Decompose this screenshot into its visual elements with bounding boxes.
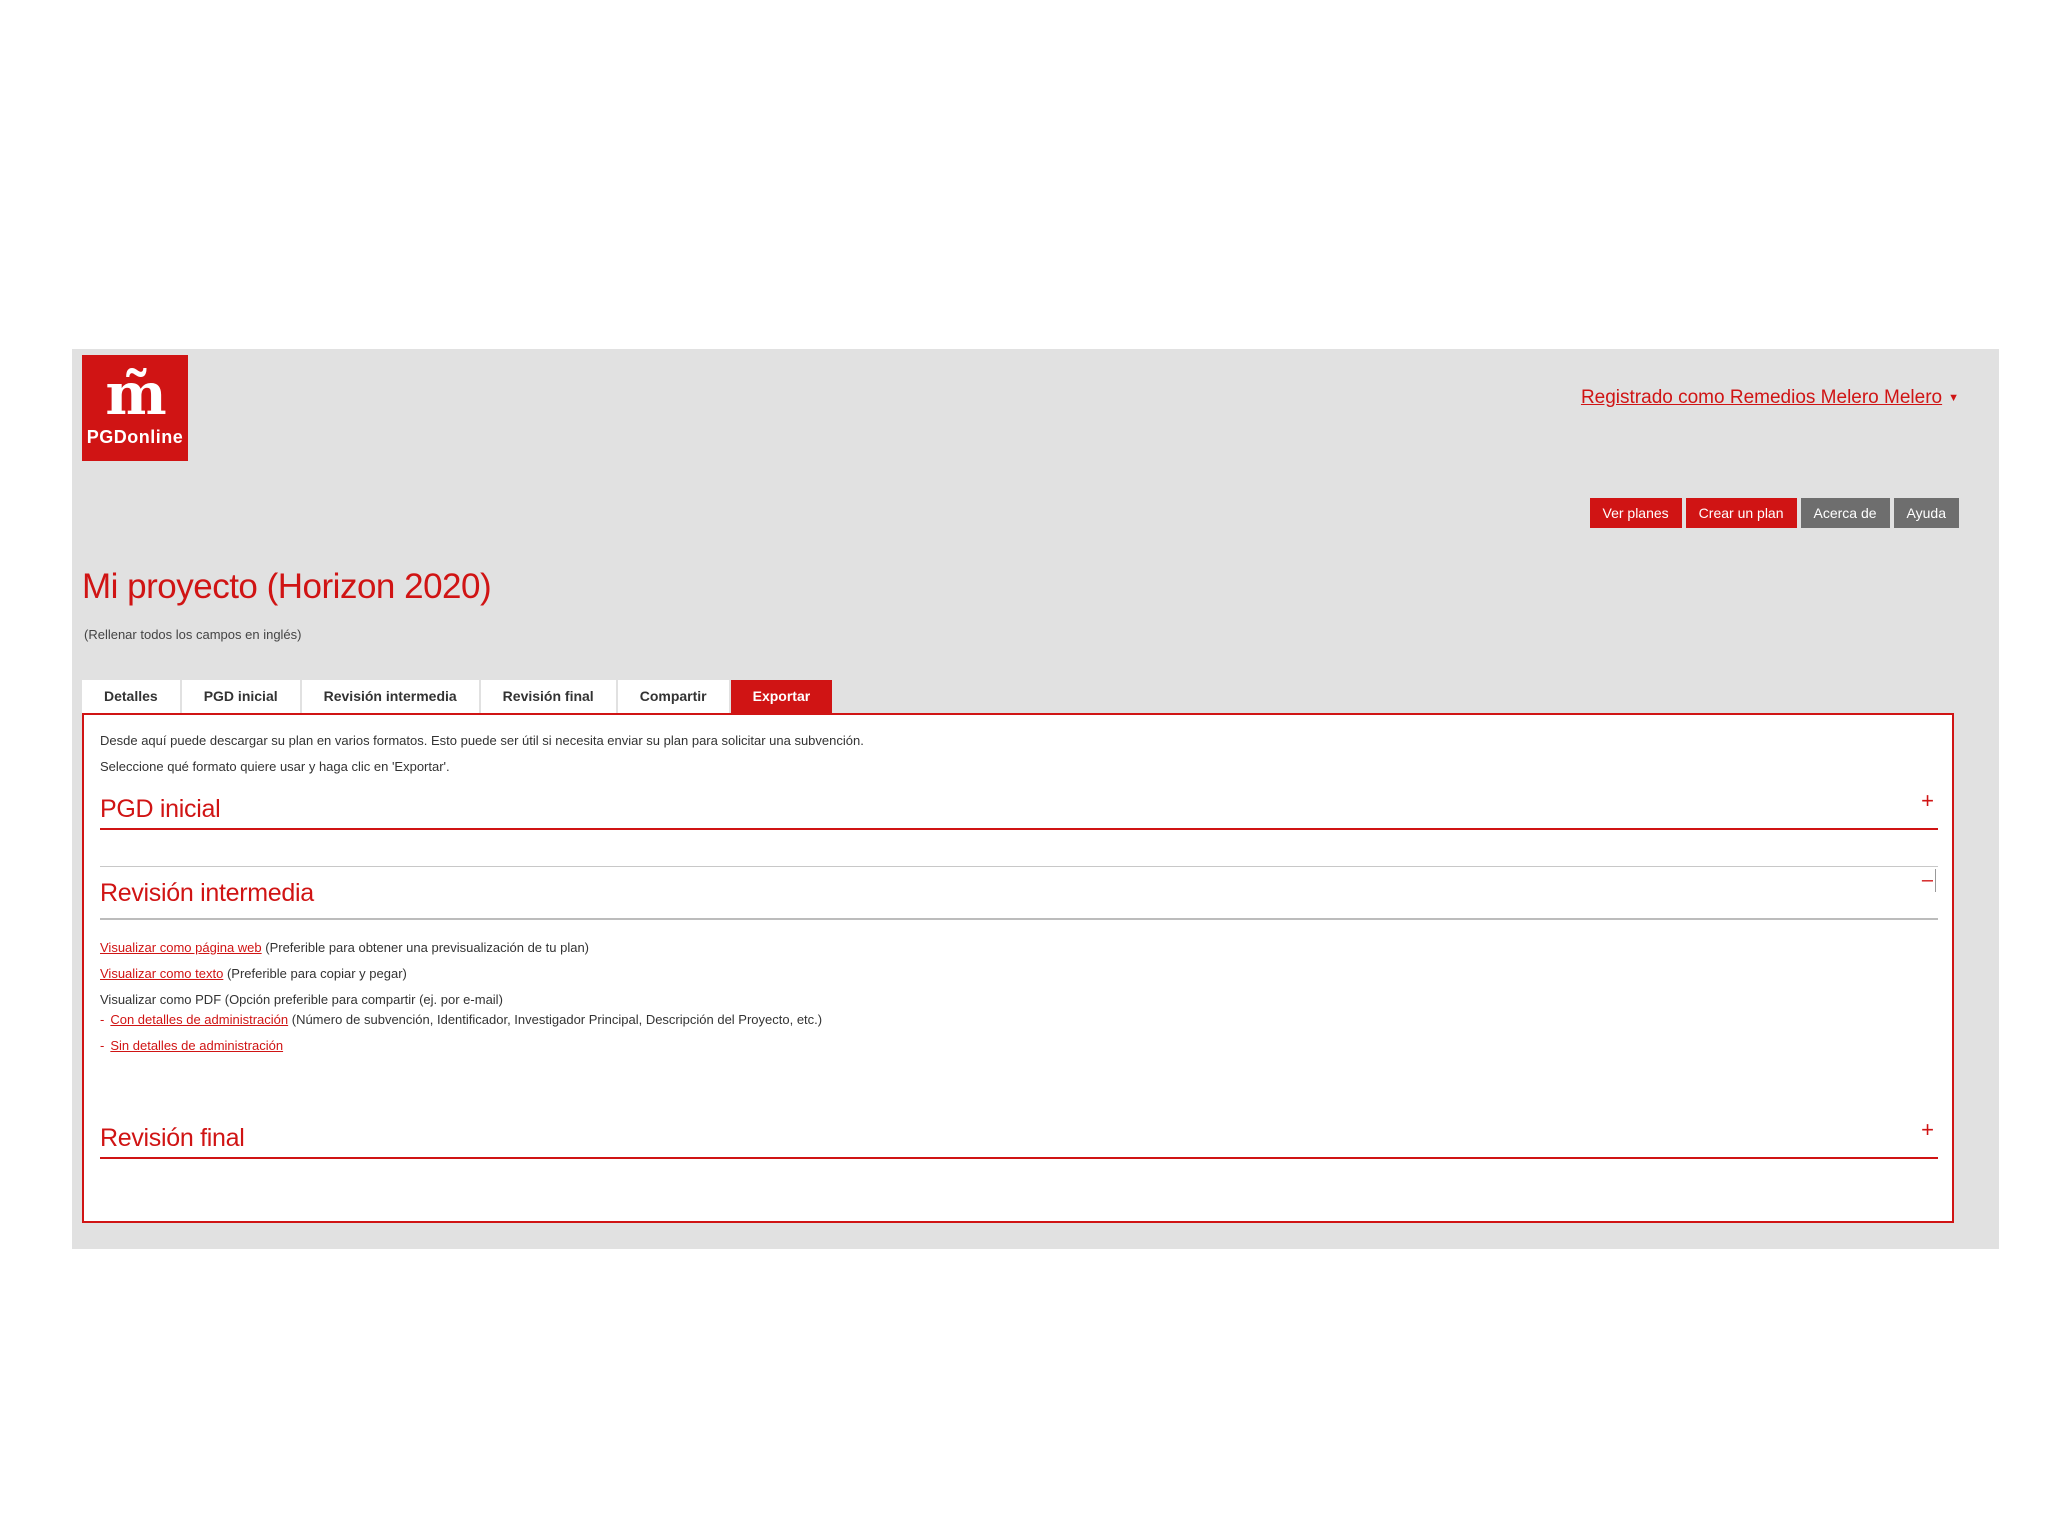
caret-down-icon: ▼ xyxy=(1948,391,1959,404)
pdf-with-admin-details-link[interactable]: Con detalles de administración xyxy=(110,1012,289,1027)
logo-brand-text: PGDonline xyxy=(86,427,184,447)
create-plan-button[interactable]: Crear un plan xyxy=(1686,498,1797,528)
section-initial-dmp[interactable] xyxy=(100,790,1938,830)
option-pdf-admin xyxy=(100,1010,822,1030)
tab-export[interactable]: Exportar xyxy=(731,680,833,713)
page-title: Mi proyecto (Horizon 2020) xyxy=(82,567,492,606)
intro-text-2: Seleccione qué formato quiere usar y haga clic en 'Exportar'. xyxy=(100,759,450,774)
list-dash: - xyxy=(100,1038,105,1053)
view-as-text-link[interactable]: Visualizar como texto xyxy=(100,966,224,981)
list-dash: - xyxy=(100,1012,105,1027)
collapse-minus-icon[interactable]: – xyxy=(1922,869,1936,892)
export-intro xyxy=(100,728,864,780)
logo-mark-icon: m̃ xyxy=(105,360,165,428)
tab-midterm-review[interactable]: Revisión intermedia xyxy=(302,680,479,713)
expand-plus-icon[interactable]: + xyxy=(1921,1117,1934,1142)
option-pdf-label: Visualizar como PDF (Opción preferible para compartir (ej. por e-mail) xyxy=(100,992,503,1007)
view-plans-button[interactable]: Ver planes xyxy=(1590,498,1682,528)
section-title: Revisión intermedia xyxy=(100,879,314,907)
page-subtitle: (Rellenar todos los campos en inglés) xyxy=(84,627,302,642)
option-web xyxy=(100,935,822,961)
export-panel xyxy=(82,713,1954,1223)
section-title: Revisión final xyxy=(100,1124,245,1152)
tab-share[interactable]: Compartir xyxy=(618,680,729,713)
user-menu[interactable] xyxy=(1581,387,1959,409)
view-as-webpage-link[interactable]: Visualizar como página web xyxy=(100,940,262,955)
top-nav xyxy=(1590,498,1960,528)
pdf-without-admin-details-link[interactable]: Sin detalles de administración xyxy=(110,1038,284,1053)
plan-tabs xyxy=(82,680,832,713)
tab-final-review[interactable]: Revisión final xyxy=(481,680,616,713)
section-final-review[interactable] xyxy=(100,1119,1938,1159)
expand-plus-icon[interactable]: + xyxy=(1921,788,1934,813)
option-text xyxy=(100,961,822,987)
user-menu-label: Registrado como Remedios Melero Melero xyxy=(1580,387,1943,408)
about-button[interactable]: Acerca de xyxy=(1801,498,1890,528)
intro-text-1: Desde aquí puede descargar su plan en varios formatos. Esto puede ser útil si necesita enviar su plan para solicitar una subvención. xyxy=(100,733,864,748)
app-window xyxy=(72,349,1999,1249)
pgdonline-logo[interactable] xyxy=(82,355,188,461)
export-options xyxy=(100,935,822,1062)
option-note: (Número de subvención, Identificador, Investigador Principal, Descripción del Proyecto, etc.) xyxy=(288,1012,823,1027)
section-midterm-review[interactable] xyxy=(100,866,1938,920)
option-pdf-noadmin xyxy=(100,1030,822,1062)
option-note: (Preferible para obtener una previsualización de tu plan) xyxy=(261,940,590,955)
option-note: (Preferible para copiar y pegar) xyxy=(223,966,407,981)
tab-details[interactable]: Detalles xyxy=(82,680,180,713)
section-title: PGD inicial xyxy=(100,795,221,823)
help-button[interactable]: Ayuda xyxy=(1894,498,1959,528)
tab-initial-dmp[interactable]: PGD inicial xyxy=(182,680,300,713)
